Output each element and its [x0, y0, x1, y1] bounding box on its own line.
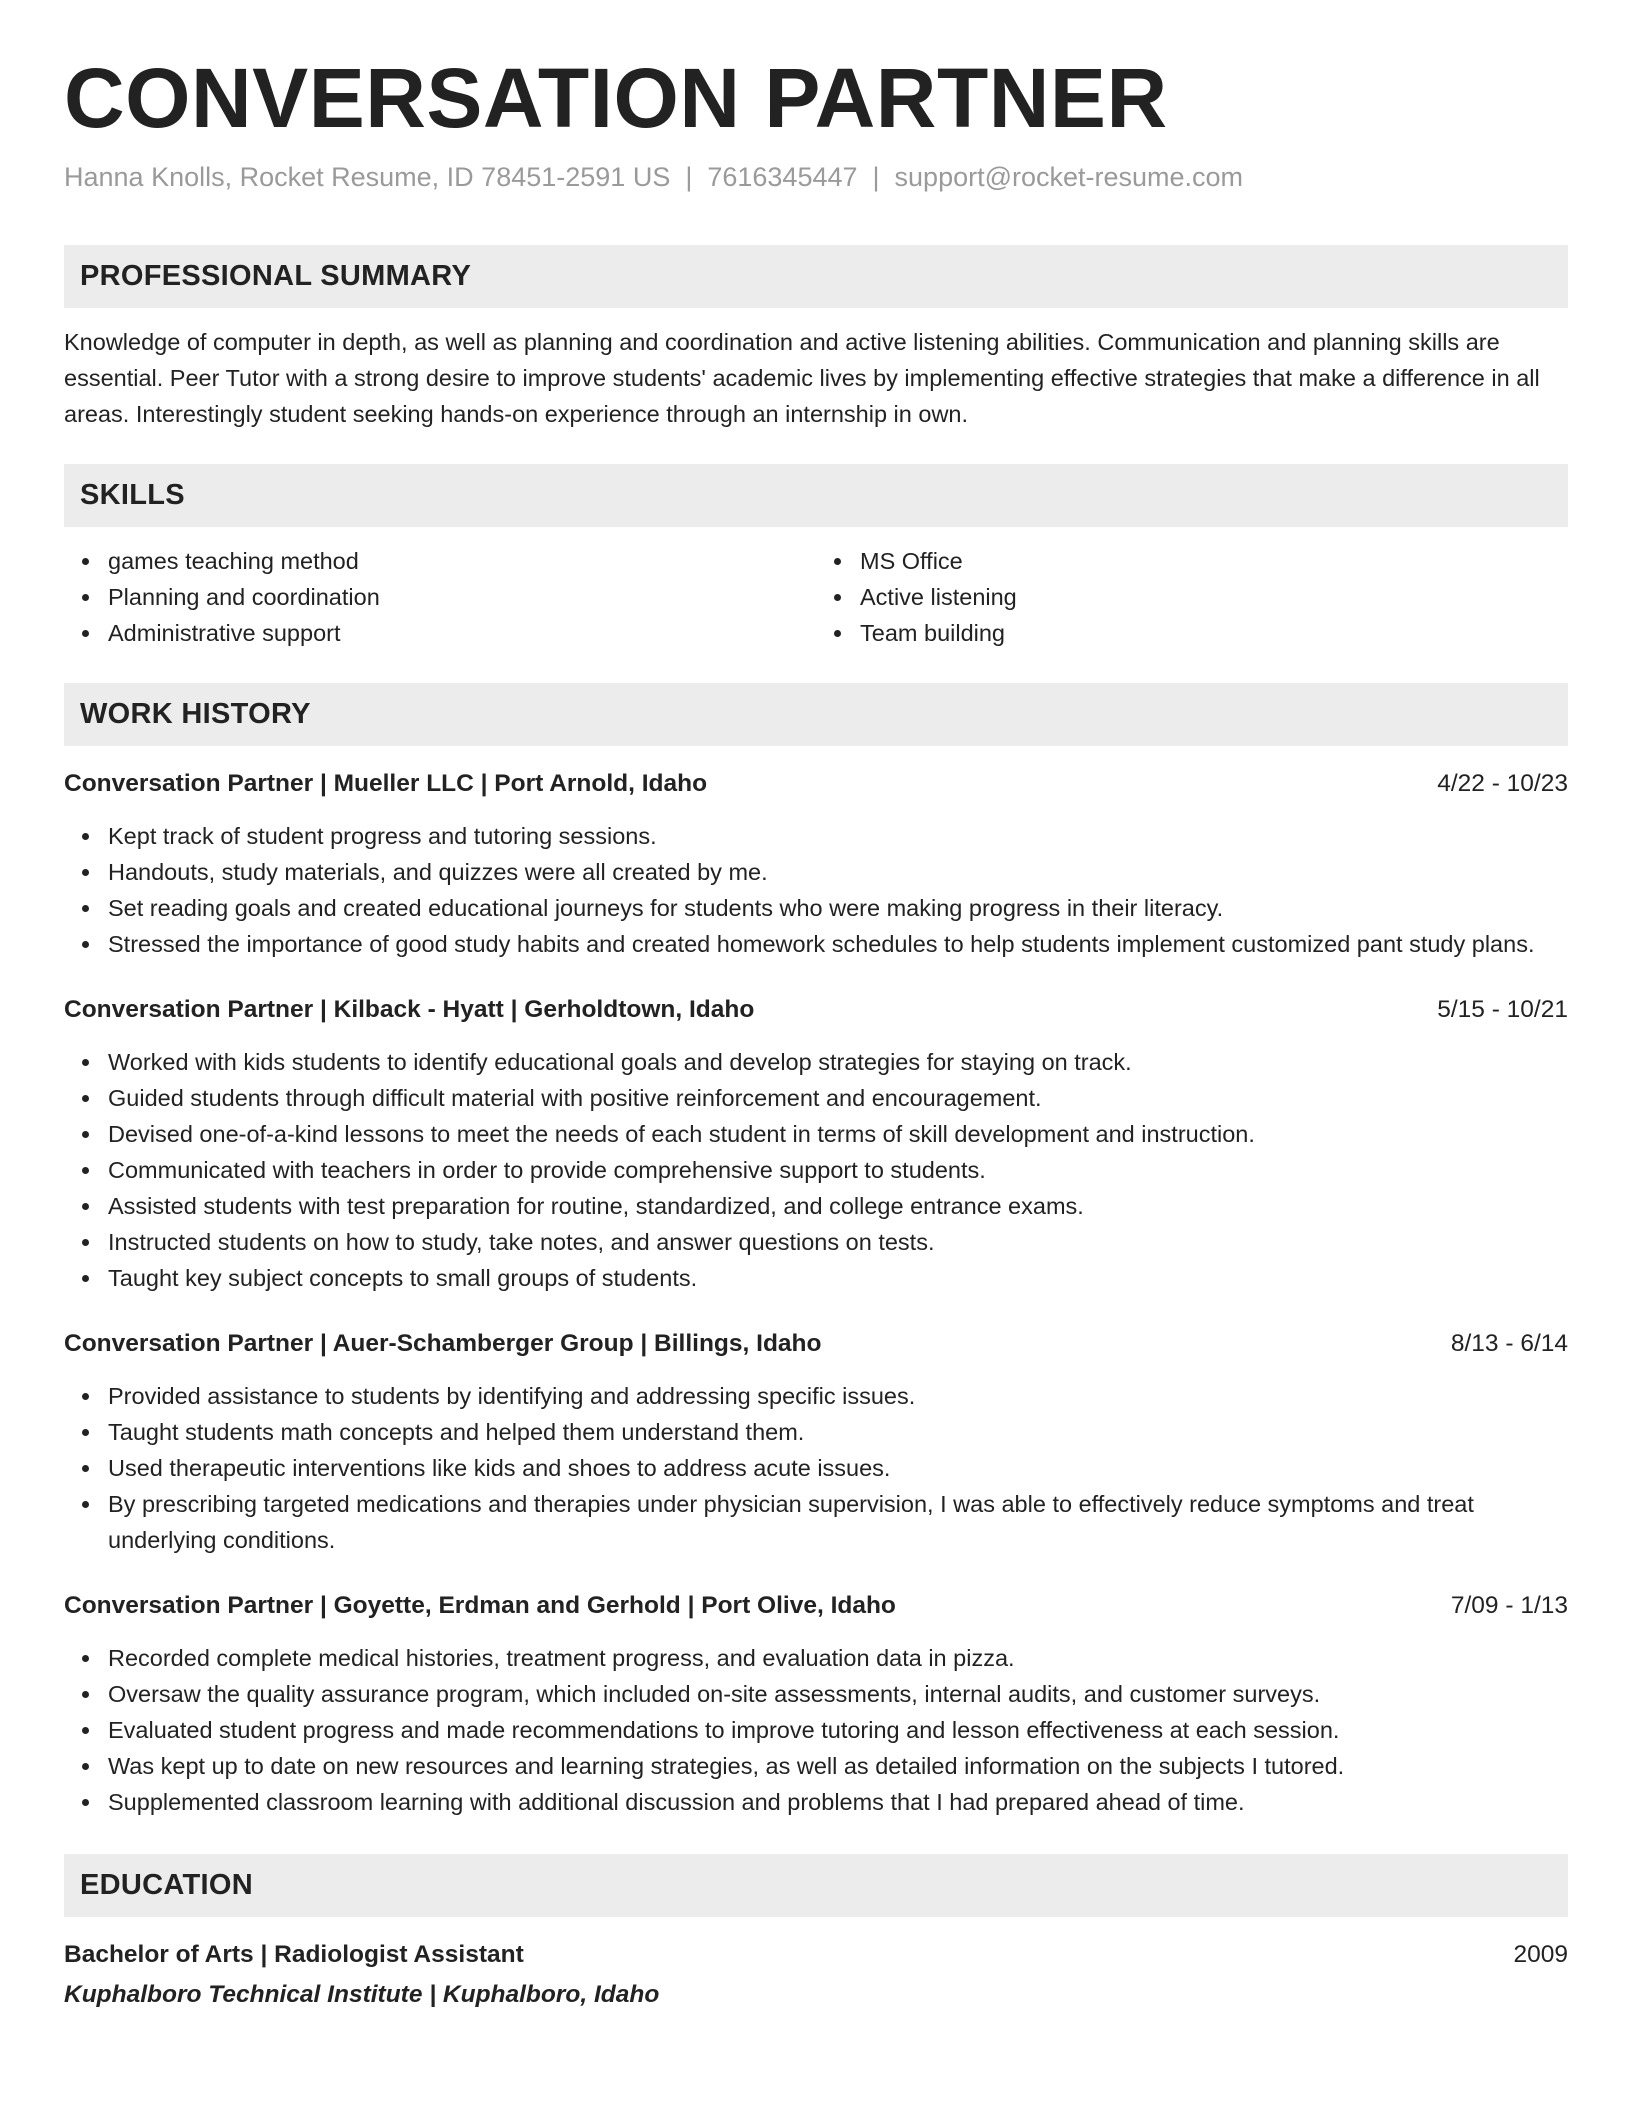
job-bullet: Was kept up to date on new resources and learning strategies, as well as detailed information on the subjects I tutored. — [108, 1748, 1568, 1784]
skill-item: Administrative support — [108, 615, 816, 651]
skills-grid — [64, 543, 1568, 651]
contact-email: support@rocket-resume.com — [894, 162, 1244, 193]
job-bullet: Set reading goals and created educational journeys for students who were making progress in their literacy. — [108, 890, 1568, 926]
job-header — [64, 766, 1568, 802]
section-header-work-history: WORK HISTORY — [64, 683, 1568, 746]
section-header-education: EDUCATION — [64, 1854, 1568, 1917]
job-title: Conversation Partner | Auer-Schamberger Group | Billings, Idaho — [64, 1330, 822, 1358]
skill-item: MS Office — [860, 543, 1568, 579]
job-title: Conversation Partner | Kilback - Hyatt | Gerholdtown, Idaho — [64, 996, 755, 1024]
contact-phone: 7616345447 — [707, 162, 858, 193]
job-bullet: Communicated with teachers in order to provide comprehensive support to students. — [108, 1152, 1568, 1188]
skill-item: Active listening — [860, 579, 1568, 615]
education-school: Kuphalboro Technical Institute | Kuphalboro, Idaho — [64, 1981, 660, 2009]
job-bullet: Guided students through difficult material with positive reinforcement and encouragement. — [108, 1080, 1568, 1116]
job-bullets — [64, 1640, 1568, 1820]
job-dates: 5/15 - 10/21 — [1437, 996, 1568, 1024]
job-bullet: Provided assistance to students by identifying and addressing specific issues. — [108, 1378, 1568, 1414]
contact-separator: | — [685, 162, 693, 193]
job-bullet: Evaluated student progress and made recommendations to improve tutoring and lesson effectiveness at each session. — [108, 1712, 1568, 1748]
job-bullet: Kept track of student progress and tutoring sessions. — [108, 818, 1568, 854]
job-bullet: Devised one-of-a-kind lessons to meet the needs of each student in terms of skill development and instruction. — [108, 1116, 1568, 1152]
job-entry — [64, 766, 1568, 962]
job-dates: 7/09 - 1/13 — [1450, 1592, 1568, 1620]
education-year: 2009 — [1513, 1941, 1568, 1969]
job-bullet: By prescribing targeted medications and therapies under physician supervision, I was able to effectively reduce symptoms and treat underlying conditions. — [108, 1486, 1568, 1558]
job-bullet: Worked with kids students to identify educational goals and develop strategies for staying on track. — [108, 1044, 1568, 1080]
job-bullet: Assisted students with test preparation for routine, standardized, and college entrance exams. — [108, 1188, 1568, 1224]
job-dates: 4/22 - 10/23 — [1437, 770, 1568, 798]
skill-item: Planning and coordination — [108, 579, 816, 615]
job-header — [64, 1326, 1568, 1362]
education-header — [64, 1937, 1568, 1973]
job-bullet: Instructed students on how to study, take notes, and answer questions on tests. — [108, 1224, 1568, 1260]
contact-line — [64, 160, 1568, 195]
resume-name: CONVERSATION PARTNER — [64, 51, 1168, 145]
job-dates: 8/13 - 6/14 — [1450, 1330, 1568, 1358]
education-degree: Bachelor of Arts | Radiologist Assistant — [64, 1941, 524, 1969]
job-bullet: Used therapeutic interventions like kids and shoes to address acute issues. — [108, 1450, 1568, 1486]
job-title: Conversation Partner | Goyette, Erdman and Gerhold | Port Olive, Idaho — [64, 1592, 896, 1620]
job-bullet: Taught students math concepts and helped them understand them. — [108, 1414, 1568, 1450]
job-bullets — [64, 818, 1568, 962]
job-header — [64, 992, 1568, 1028]
skills-column-left — [64, 543, 816, 651]
job-bullet: Taught key subject concepts to small groups of students. — [108, 1260, 1568, 1296]
contact-separator: | — [872, 162, 880, 193]
job-bullets — [64, 1378, 1568, 1558]
job-header — [64, 1588, 1568, 1624]
job-bullets — [64, 1044, 1568, 1296]
job-entry — [64, 1326, 1568, 1558]
section-header-skills: SKILLS — [64, 464, 1568, 527]
job-entry — [64, 992, 1568, 1296]
contact-address: Hanna Knolls, Rocket Resume, ID 78451-2591 US — [64, 162, 671, 193]
job-bullet: Recorded complete medical histories, treatment progress, and evaluation data in pizza. — [108, 1640, 1568, 1676]
section-header-summary: PROFESSIONAL SUMMARY — [64, 245, 1568, 308]
job-title: Conversation Partner | Mueller LLC | Port Arnold, Idaho — [64, 770, 708, 798]
summary-text: Knowledge of computer in depth, as well as planning and coordination and active listening abilities. Communication and planning skills are essential. Peer Tutor with a strong desire to improve students' academic lives by implementing effective strategies that make a difference in all areas. Interestingly student seeking hands-on experience through an internship in own. — [64, 329, 1540, 428]
skill-item: Team building — [860, 615, 1568, 651]
job-bullet: Supplemented classroom learning with additional discussion and problems that I had prepared ahead of time. — [108, 1784, 1568, 1820]
skills-column-right — [816, 543, 1568, 651]
job-bullet: Handouts, study materials, and quizzes were all created by me. — [108, 854, 1568, 890]
job-bullet: Oversaw the quality assurance program, which included on-site assessments, internal audits, and customer surveys. — [108, 1676, 1568, 1712]
job-bullet: Stressed the importance of good study habits and created homework schedules to help students implement customized pant study plans. — [108, 926, 1568, 962]
education-entry — [64, 1937, 1568, 2013]
job-entry — [64, 1588, 1568, 1820]
skill-item: games teaching method — [108, 543, 816, 579]
